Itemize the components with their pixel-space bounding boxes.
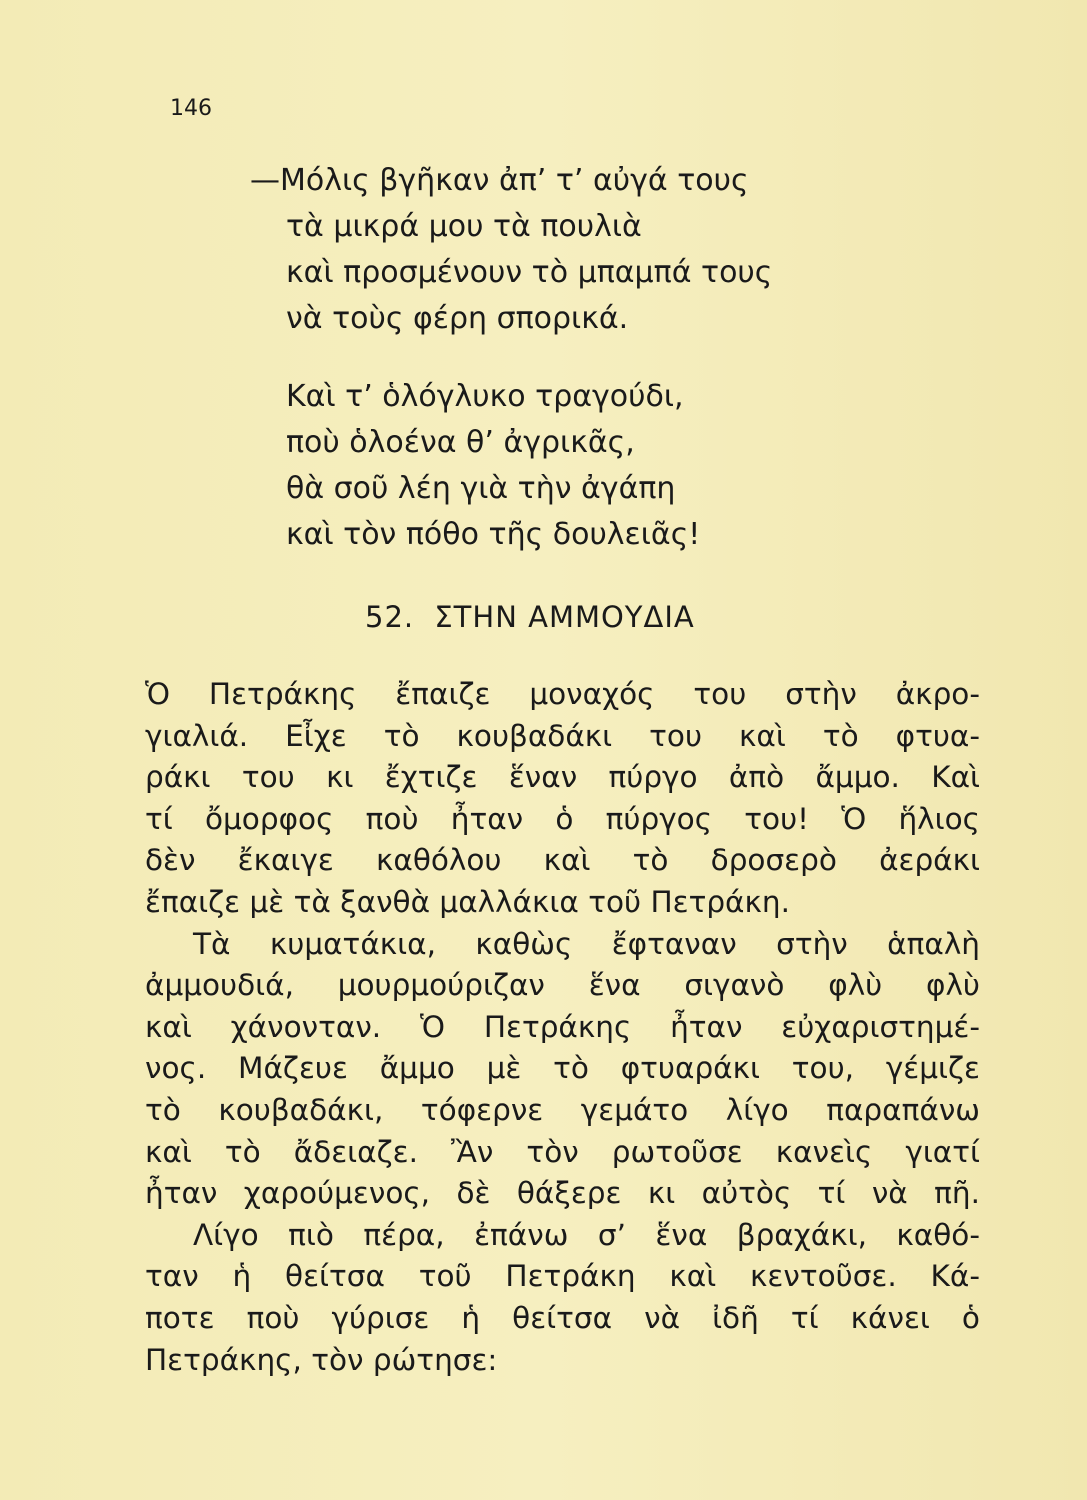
text-line: ταν ἡ θείτσα τοῦ Πετράκη καὶ κεντοῦσε. Κά-: [145, 1259, 980, 1294]
poem-line: Καὶ τ’ ὁλόγλυκο τραγούδι,: [286, 379, 684, 414]
paragraph: [145, 1215, 980, 1381]
poem-line: καὶ τὸν πόθο τῆς δουλειᾶς!: [286, 517, 701, 552]
poem-line: τὰ μικρά μου τὰ πουλιὰ: [286, 209, 642, 244]
text-line: δὲν ἔκαιγε καθόλου καὶ τὸ δροσερὸ ἀεράκι: [145, 843, 980, 878]
text-line: γιαλιά. Εἶχε τὸ κουβαδάκι του καὶ τὸ φτυα-: [145, 718, 980, 753]
text-line: Πετράκης, τὸν ρώτησε:: [145, 1342, 498, 1377]
page-number: 146: [170, 96, 212, 121]
text-line: καὶ χάνονταν. Ὁ Πετράκης ἦταν εὐχαριστημέ-: [145, 1009, 980, 1044]
poem-line: καὶ προσμένουν τὸ μπαμπά τους: [286, 255, 773, 290]
poem-line: —Μόλις βγῆκαν ἀπ’ τ’ αὐγά τους: [250, 163, 749, 198]
text-line: ἀμμουδιά, μουρμούριζαν ἕνα σιγανὸ φλὺ φλὺ: [145, 968, 980, 1003]
text-line: ποτε ποὺ γύρισε ἡ θείτσα νὰ ἰδῆ τί κάνει ὁ: [145, 1300, 980, 1335]
text-line: ἦταν χαρούμενος, δὲ θάξερε κι αὐτὸς τί νὰ πῆ.: [145, 1176, 980, 1211]
poem-line: θὰ σοῦ λέη γιὰ τὴν ἀγάπη: [286, 471, 676, 506]
poem-line: νὰ τοὺς φέρη σπορικά.: [286, 301, 629, 336]
section-heading: [365, 600, 695, 634]
poem-stanza: [250, 158, 772, 342]
paragraph: [145, 924, 980, 1215]
text-line: καὶ τὸ ἄδειαζε. Ἂν τὸν ρωτοῦσε κανεὶς γιατί: [145, 1134, 980, 1169]
paragraph: [145, 674, 980, 924]
text-line: Ὁ Πετράκης ἔπαιζε μοναχός του στὴν ἀκρο-: [145, 677, 980, 711]
text-line: τὸ κουβαδάκι, τόφερνε γεμάτο λίγο παραπάνω: [145, 1092, 980, 1127]
text-line: νος. Μάζευε ἄμμο μὲ τὸ φτυαράκι του, γέμιζε: [145, 1051, 980, 1086]
text-line: Λίγο πιὸ πέρα, ἐπάνω σ’ ἕνα βραχάκι, καθό-: [193, 1217, 980, 1252]
section-number: 52.: [365, 600, 415, 634]
story-text: [145, 674, 980, 1381]
text-line: ράκι του κι ἔχτιζε ἕναν πύργο ἀπὸ ἄμμο. Καὶ: [145, 760, 980, 795]
text-line: τί ὄμορφος ποὺ ἦταν ὁ πύργος του! Ὁ ἥλιος: [145, 801, 980, 836]
poem-line: ποὺ ὁλοένα θ’ ἀγρικᾶς,: [286, 425, 635, 460]
section-title: ΣΤΗΝ ΑΜΜΟΥΔΙΑ: [434, 600, 695, 634]
poem: [250, 158, 772, 590]
text-line: ἔπαιζε μὲ τὰ ξανθὰ μαλλάκια τοῦ Πετράκη.: [145, 884, 790, 919]
text-line: Τὰ κυματάκια, καθὼς ἔφταναν στὴν ἁπαλὴ: [193, 926, 980, 961]
poem-stanza: [250, 374, 772, 558]
